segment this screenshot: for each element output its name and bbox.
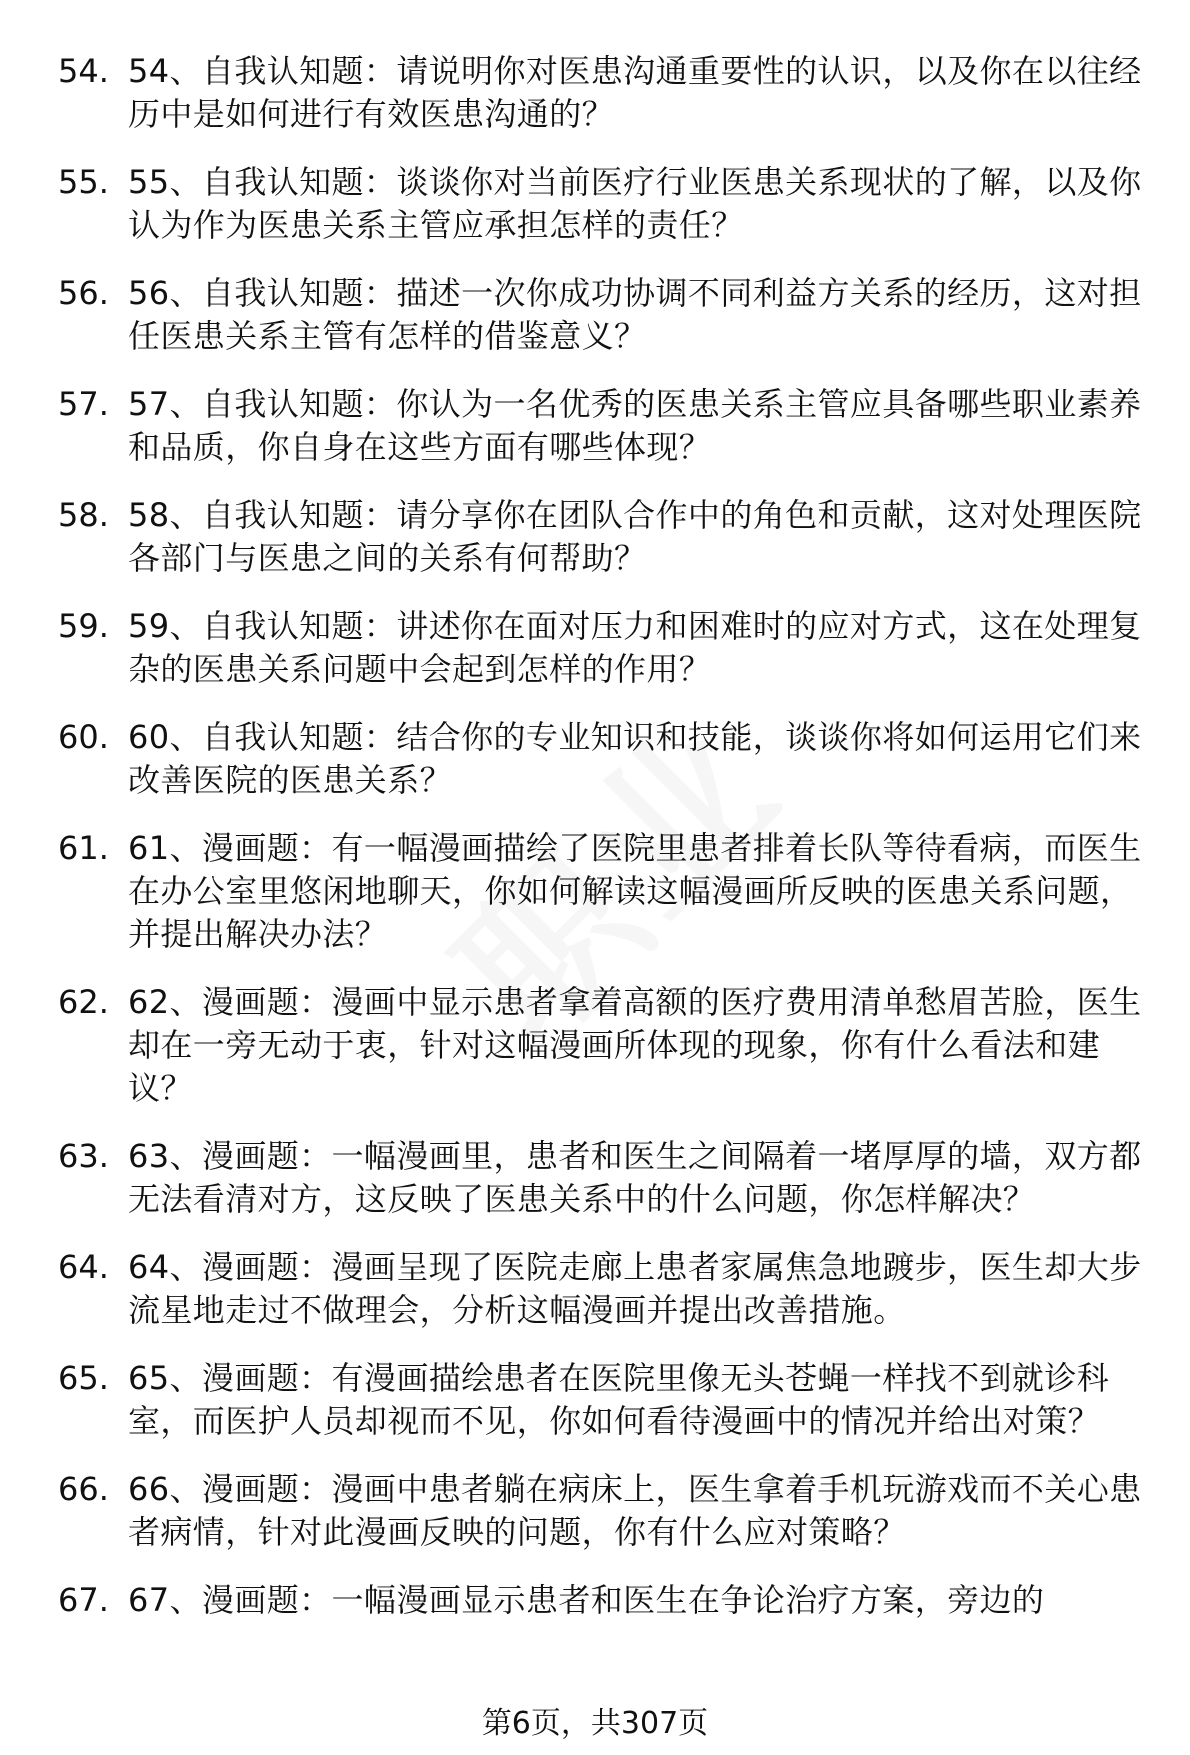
- list-item: [58, 605, 1158, 691]
- list-item: [58, 50, 1158, 136]
- question-number: 55.: [58, 163, 109, 201]
- question-text: 57、自我认知题：你认为一名优秀的医患关系主管应具备哪些职业素养和品质，你自身在这些方面有哪些体现？: [128, 385, 1142, 466]
- list-item: [58, 1468, 1158, 1554]
- list-item: [58, 716, 1158, 802]
- question-text: 58、自我认知题：请分享你在团队合作中的角色和贡献，这对处理医院各部门与医患之间的关系有何帮助？: [128, 496, 1142, 577]
- question-text: 56、自我认知题：描述一次你成功协调不同利益方关系的经历，这对担任医患关系主管有怎样的借鉴意义？: [128, 274, 1142, 355]
- list-item: [58, 1135, 1158, 1221]
- question-number: 61.: [58, 829, 109, 867]
- question-text: 65、漫画题：有漫画描绘患者在医院里像无头苍蝇一样找不到就诊科室，而医护人员却视而不见，你如何看待漫画中的情况并给出对策？: [128, 1359, 1110, 1440]
- question-number: 57.: [58, 385, 109, 423]
- question-number: 63.: [58, 1137, 109, 1175]
- question-text: 67、漫画题：一幅漫画显示患者和医生在争论治疗方案，旁边的: [128, 1581, 1045, 1619]
- question-list: [58, 50, 1158, 1647]
- question-number: 58.: [58, 496, 109, 534]
- question-number: 60.: [58, 718, 109, 756]
- question-text: 60、自我认知题：结合你的专业知识和技能，谈谈你将如何运用它们来改善医院的医患关系？: [128, 718, 1142, 799]
- question-number: 67.: [58, 1581, 109, 1619]
- question-number: 66.: [58, 1470, 109, 1508]
- question-text: 62、漫画题：漫画中显示患者拿着高额的医疗费用清单愁眉苦脸，医生却在一旁无动于衷，针对这幅漫画所体现的现象，你有什么看法和建议？: [128, 983, 1142, 1107]
- question-text: 59、自我认知题：讲述你在面对压力和困难时的应对方式，这在处理复杂的医患关系问题中会起到怎样的作用？: [128, 607, 1142, 688]
- question-text: 66、漫画题：漫画中患者躺在病床上，医生拿着手机玩游戏而不关心患者病情，针对此漫画反映的问题，你有什么应对策略？: [128, 1470, 1142, 1551]
- question-number: 54.: [58, 52, 109, 90]
- question-text: 61、漫画题：有一幅漫画描绘了医院里患者排着长队等待看病，而医生在办公室里悠闲地聊天，你如何解读这幅漫画所反映的医患关系问题，并提出解决办法？: [128, 829, 1142, 953]
- question-text: 55、自我认知题：谈谈你对当前医疗行业医患关系现状的了解，以及你认为作为医患关系主管应承担怎样的责任？: [128, 163, 1142, 244]
- list-item: [58, 1246, 1158, 1332]
- page-number: 第6页，共307页: [481, 1706, 709, 1741]
- question-text: 54、自我认知题：请说明你对医患沟通重要性的认识，以及你在以往经历中是如何进行有效医患沟通的？: [128, 52, 1142, 133]
- question-number: 62.: [58, 983, 109, 1021]
- question-text: 63、漫画题：一幅漫画里，患者和医生之间隔着一堵厚厚的墙，双方都无法看清对方，这反映了医患关系中的什么问题，你怎样解决？: [128, 1137, 1142, 1218]
- list-item: [58, 827, 1158, 956]
- list-item: [58, 494, 1158, 580]
- question-text: 64、漫画题：漫画呈现了医院走廊上患者家属焦急地踱步，医生却大步流星地走过不做理会，分析这幅漫画并提出改善措施。: [128, 1248, 1142, 1329]
- question-number: 64.: [58, 1248, 109, 1286]
- list-item: [58, 161, 1158, 247]
- list-item: [58, 1357, 1158, 1443]
- question-number: 59.: [58, 607, 109, 645]
- question-number: 65.: [58, 1359, 109, 1397]
- list-item: [58, 272, 1158, 358]
- list-item: [58, 1579, 1158, 1622]
- list-item: [58, 981, 1158, 1110]
- list-item: [58, 383, 1158, 469]
- question-number: 56.: [58, 274, 109, 312]
